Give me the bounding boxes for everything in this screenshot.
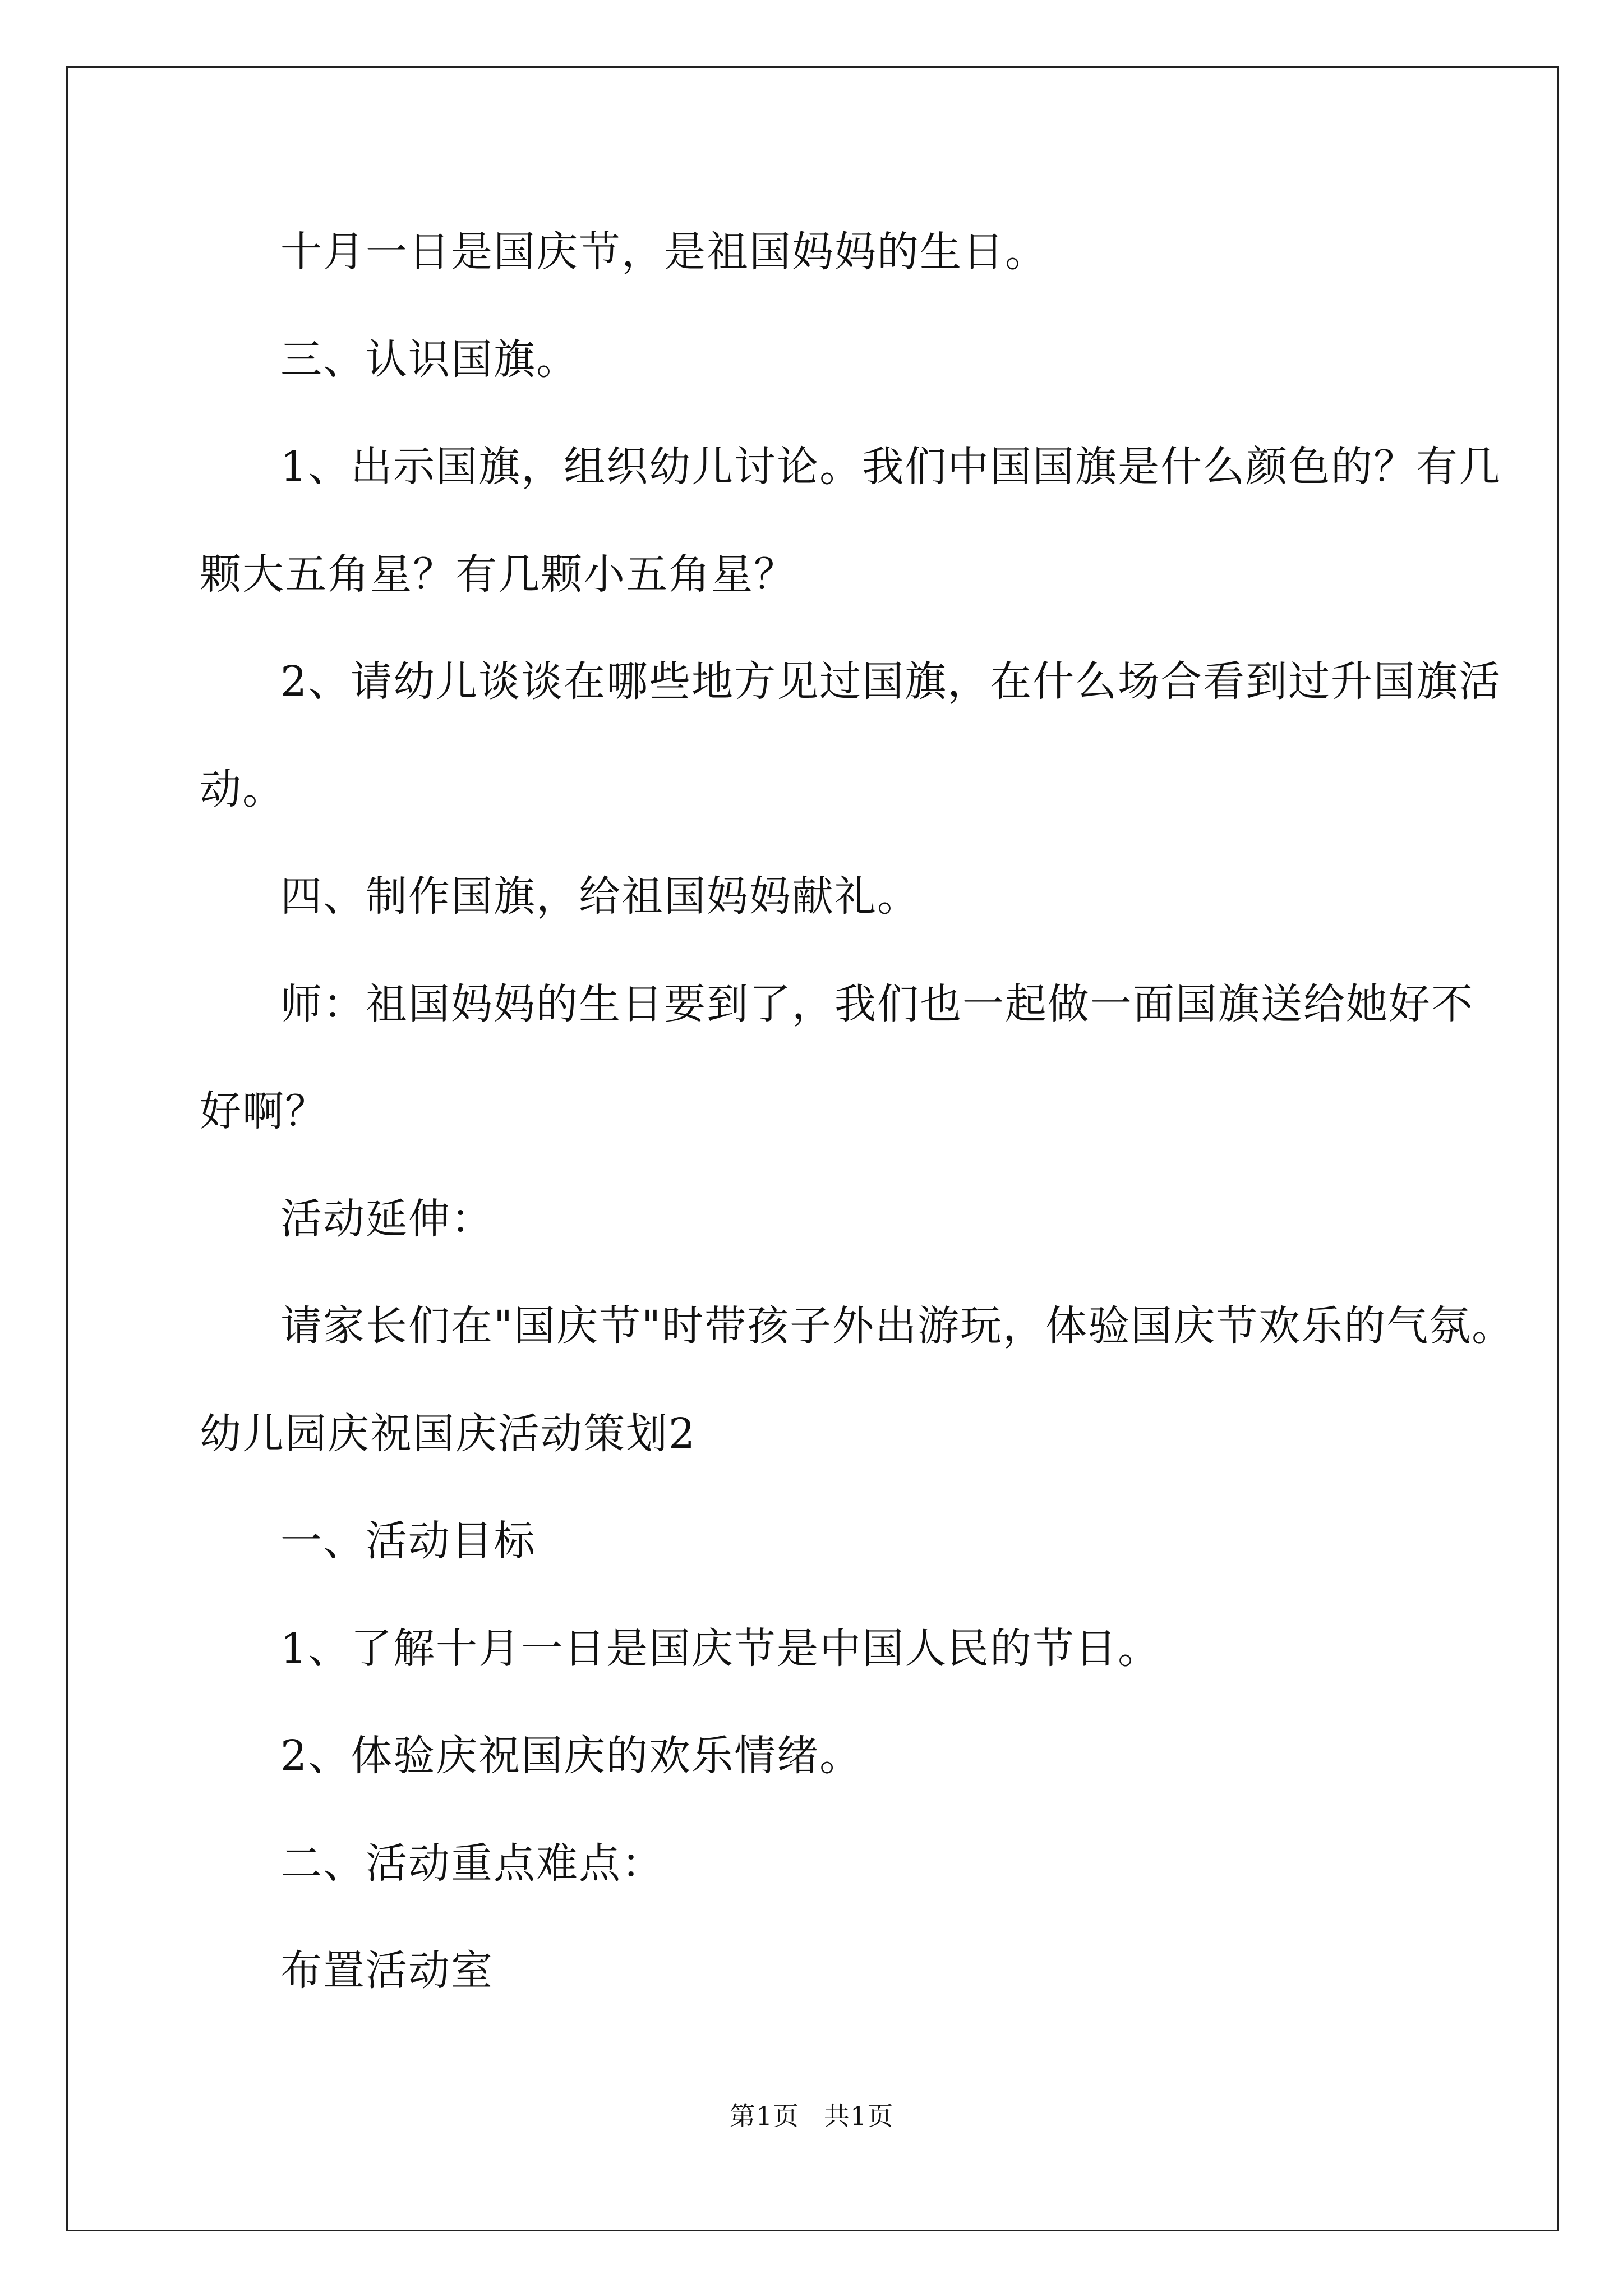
paragraph-line: 布置活动室 <box>280 1947 494 1995</box>
paragraph-line: 十月一日是国庆节，是祖国妈妈的生日。 <box>280 228 1048 276</box>
section-heading: 三、认识国旗。 <box>280 335 579 384</box>
document-title: 幼儿园庆祝国庆活动策划2 <box>200 1410 697 1458</box>
section-heading: 活动延伸： <box>280 1195 494 1243</box>
paragraph-line: 1、出示国旗，组织幼儿讨论。我们中国国旗是什么颜色的？有几 <box>280 443 1502 491</box>
paragraph-line: 颗大五角星？有几颗小五角星？ <box>200 550 796 599</box>
section-heading: 一、活动目标 <box>280 1517 536 1565</box>
paragraph-line: 2、体验庆祝国庆的欢乐情绪。 <box>280 1732 863 1780</box>
page-number: 第1页 <box>729 2101 799 2131</box>
paragraph-line: 动。 <box>200 765 285 813</box>
paragraph-line: 2、请幼儿谈谈在哪些地方见过国旗，在什么场合看到过升国旗活 <box>280 657 1502 706</box>
paragraph-line: 好啊？ <box>200 1087 328 1135</box>
paragraph-line: 请家长们在"国庆节"时带孩子外出游玩，体验国庆节欢乐的气氛。 <box>280 1302 1515 1350</box>
section-heading: 二、活动重点难点： <box>280 1839 664 1888</box>
page-border <box>66 66 1559 2231</box>
paragraph-line: 1、了解十月一日是国庆节是中国人民的节日。 <box>280 1625 1161 1673</box>
page-footer <box>0 2096 1623 2133</box>
page-total: 共1页 <box>824 2101 894 2131</box>
section-heading: 四、制作国旗，给祖国妈妈献礼。 <box>280 872 920 921</box>
paragraph-line: 师：祖国妈妈的生日要到了，我们也一起做一面国旗送给她好不 <box>280 980 1474 1028</box>
